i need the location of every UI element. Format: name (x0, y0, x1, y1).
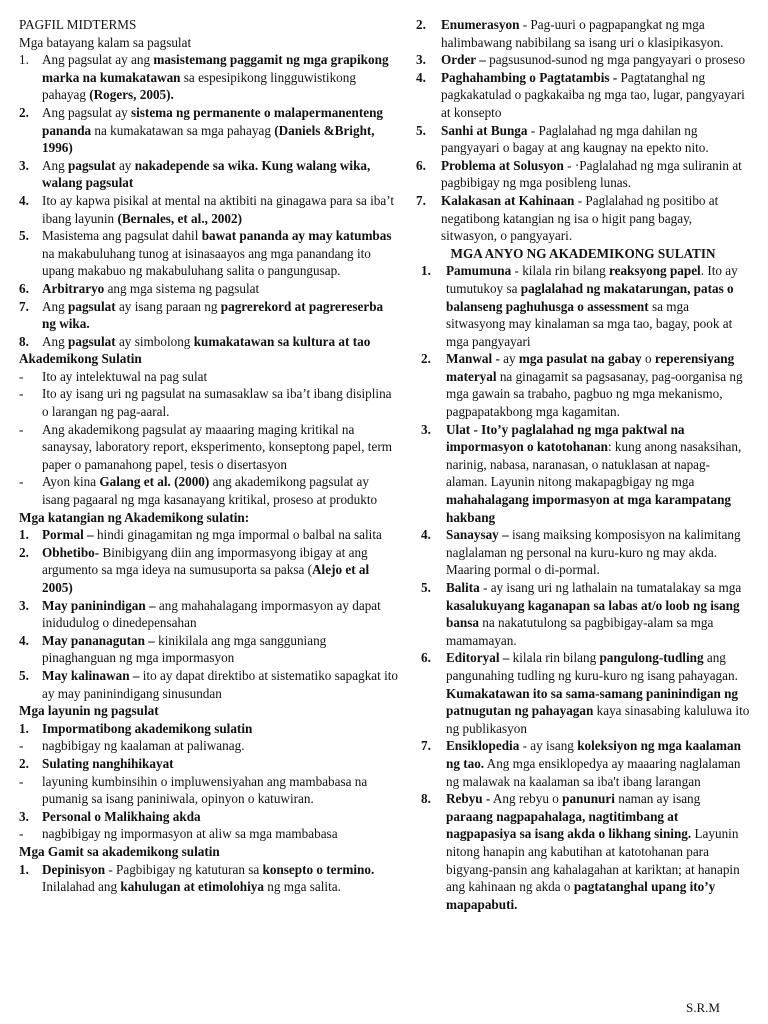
text-run: Mga katangian ng Akademikong sulatin: (19, 509, 250, 525)
item-text (42, 333, 399, 351)
text-run: konsepto o termino. (262, 861, 375, 877)
text-run: - Paglalahad ng mga dahilan ng pangyayari o bagay at ang kaugnay na epekto nito. (441, 122, 709, 156)
text-run: ito ay dapat direktibo at sistematiko sapagkat ito ay may paninindigang sinusundan (42, 667, 399, 701)
numbered-item (19, 280, 399, 298)
text-run: pagsulat (68, 298, 116, 314)
item-text (42, 104, 399, 157)
item-text (42, 526, 399, 544)
text-run: Obhetibo- (42, 544, 100, 560)
item-text (441, 16, 750, 51)
text-run: : kung anong nasaksihan, narinig, nabasa, naranasan, o natuklasan at napag-alaman. Layunin nitong makapagbigay ng mga (446, 439, 742, 490)
text-run: Akademikong Sulatin (19, 351, 142, 367)
item-text (42, 473, 399, 508)
item-number: 5. (416, 122, 426, 138)
text-run: Ang pagsulat ay ang (42, 52, 154, 68)
text-run: paglalahad ng makatarungan, patas o balanseng paghuhusga o assessment (446, 280, 734, 314)
text-run: mahahalagang impormasyon at mga karampatang hakbang (446, 492, 732, 525)
paragraph (19, 34, 399, 52)
text-run: nakadepende sa wika. Kung walang wika, walang pagsulat (42, 157, 371, 191)
text-run: ang mahahalagang impormasyon ay dapat inidudulog o dinedepensahan (42, 597, 381, 631)
item-text (42, 773, 399, 808)
item-text (42, 755, 399, 773)
text-run: Ang (42, 157, 69, 173)
text-run: mga pasulat na gabay (518, 351, 642, 367)
item-number: 2. (19, 755, 29, 771)
item-number: 3. (19, 157, 29, 173)
item-number: 2. (19, 544, 29, 560)
item-text (42, 632, 399, 667)
item-number: 7. (421, 738, 431, 754)
numbered-item (19, 808, 399, 826)
bullet-item (19, 473, 399, 508)
paragraph (19, 702, 399, 720)
item-text (446, 579, 750, 649)
text-run: kumakatawan sa kultura at tao (193, 333, 371, 349)
paragraph (19, 16, 399, 34)
text-run: koleksiyon ng mga kaalaman ng tao. (446, 738, 741, 771)
text-run: Sanaysay – (446, 527, 509, 543)
numbered-item (19, 667, 399, 702)
numbered-item (19, 720, 399, 738)
text-run: (Daniels &Bright, 1996) (42, 122, 375, 156)
text-run: o (641, 351, 655, 367)
numbered-item (19, 298, 399, 333)
text-run: kahulugan at etimolohiya (120, 879, 264, 895)
numbered-item (416, 790, 750, 913)
text-run: pagsulat (68, 157, 116, 173)
text-run: (Rogers, 2005). (89, 87, 174, 103)
paragraph (19, 350, 399, 368)
text-run: Ang (42, 333, 69, 349)
text-run: pagsusunod-sunod ng mga pangyayari o proseso (485, 52, 746, 68)
text-run: hindi ginagamitan ng mga impormal o balbal na salita (93, 527, 382, 543)
text-run: kilala rin bilang (509, 650, 600, 666)
text-run: bawat pananda ay may katumbas (201, 228, 392, 244)
bullet-dash: - (19, 773, 24, 789)
item-text (42, 368, 399, 386)
numbered-item (19, 51, 399, 104)
item-text (446, 421, 750, 527)
text-run: Binibigyang diin ang impormasyong ibigay at ang argumento sa mga ideya na sumusuporta sa paksa ( (42, 544, 368, 578)
text-run: Pagtatanghal ng pagkakatulad o pagkakaiba ng mga tao, lugar, pangyayari at konsepto (441, 69, 745, 120)
text-run: Sulating nanghihikayat (42, 755, 174, 771)
numbered-item (416, 526, 750, 579)
text-run: isang maiksing komposisyon na kalimitang naglalaman ng personal na kuru-kuro ng may akda. Maaring pormal o di-pormal. (446, 527, 741, 578)
text-run: - kilala rin bilang (511, 263, 609, 279)
item-text (42, 157, 399, 192)
item-text (42, 51, 399, 104)
bullet-item (19, 421, 399, 474)
text-run: Layunin nitong hanapin ang kabutihan at katotohanan para bigyang-pansin ang kahalagahan at kariktan; at hanapin ang kahinaan ng akda o (446, 826, 740, 895)
bullet-dash: - (19, 738, 24, 754)
item-number: 1. (19, 52, 29, 68)
item-number: 3. (421, 421, 431, 437)
item-text (446, 526, 750, 579)
text-run: Ang (42, 298, 69, 314)
item-text (42, 825, 399, 843)
text-run: pangulong-tudling (599, 650, 704, 666)
item-number: 5. (19, 228, 29, 244)
text-run: layuning kumbinsihin o impluwensiyahan ang mambabasa na pumanig sa isang paniniwala, opinyon o katuwiran. (42, 773, 368, 807)
item-text (42, 385, 399, 420)
bullet-dash: - (19, 421, 24, 437)
item-text (42, 861, 399, 896)
item-number: 4. (19, 632, 29, 648)
text-run: Ito ay kapwa pisikal at mental na aktibiti na ginagawa para sa iba’t ibang layunin (42, 192, 395, 226)
item-text (441, 157, 750, 192)
text-run: Kumakatawan ito sa sama-samang paninindigan ng patnugutan ng pahayagan (446, 685, 739, 719)
text-run: Ito ay intelektuwal na pag sulat (42, 368, 208, 384)
item-text (441, 51, 750, 69)
text-run: paraang nagpapahalaga, nagtitimbang at nagpapasiya sa isang akda o likhang sining. (446, 808, 692, 842)
item-text (42, 544, 399, 597)
text-run: Editoryal – (446, 650, 510, 666)
text-run: May pananagutan – (42, 632, 155, 648)
text-run: Personal o Malikhaing akda (42, 808, 201, 824)
numbered-item (19, 597, 399, 632)
numbered-item (19, 544, 399, 597)
item-number: 1. (19, 861, 29, 877)
item-number: 3. (19, 808, 29, 824)
bullet-dash: - (19, 386, 24, 402)
text-run: Ang rebyu o (490, 791, 563, 807)
text-run: Alejo et al 2005) (42, 562, 370, 595)
item-number: 5. (421, 580, 431, 595)
text-run: kaya sinasabing kaluluwa ito ng publikasyon (446, 703, 750, 736)
text-run: ay (115, 157, 135, 173)
item-text (42, 667, 399, 702)
text-run: kinikilala ang mga sangguniang pinaghanguan ng mga impormasyon (42, 632, 327, 666)
left-column (19, 16, 399, 896)
text-run: pagrerekord at pagrereserba ng wika. (42, 298, 384, 332)
text-run: Manwal - (446, 351, 500, 367)
text-run: Masistema ang pagsulat dahil (42, 228, 202, 244)
item-text (446, 790, 750, 913)
item-text (42, 737, 399, 755)
text-run: - ay isang uri ng lathalain na tumatalakay sa mga (479, 580, 742, 595)
item-text (446, 350, 750, 420)
item-number: 6. (19, 280, 29, 296)
text-run: Ang mga ensiklopedya ay maaaring naglalaman ng malawak na kaalaman sa iba't ibang larangan (446, 755, 741, 789)
item-text (441, 69, 750, 122)
item-text (42, 298, 399, 333)
text-run: Ito ay isang uri ng pagsulat na sumasaklaw sa iba’t ibang disiplina o larangan ng pag-aaral. (42, 386, 392, 420)
item-number: 4. (416, 69, 426, 85)
item-text (441, 122, 750, 157)
numbered-item (416, 69, 750, 122)
paragraph (19, 843, 399, 861)
text-run: Pormal – (42, 527, 94, 543)
item-number: 1. (421, 263, 431, 279)
numbered-item (416, 16, 750, 51)
numbered-item (19, 104, 399, 157)
item-number: 2. (19, 104, 29, 120)
text-run: Ayon kina (42, 474, 100, 490)
text-run: pagtatanghal upang ito’y mapapabuti. (446, 879, 716, 912)
numbered-item (19, 227, 399, 280)
bullet-dash: - (19, 474, 24, 490)
text-run: Ang pagsulat ay (42, 104, 131, 120)
item-text (42, 227, 399, 280)
numbered-item (416, 649, 750, 737)
section-heading (416, 245, 750, 263)
text-run: Pamumuna (446, 263, 512, 279)
item-text (42, 597, 399, 632)
text-run: Arbitraryo (42, 280, 105, 296)
text-run: Balita (446, 580, 480, 595)
item-text (446, 737, 750, 790)
text-run: Impormatibong akademikong sulatin (42, 720, 253, 736)
text-run: May paninindigan – (42, 597, 156, 613)
numbered-item (19, 755, 399, 773)
text-run: PAGFIL MIDTERMS (19, 17, 137, 32)
text-run: Mga layunin ng pagsulat (19, 703, 159, 719)
text-run: - Pag-uuri o pagpapangkat ng mga halimbawang nabibilang sa isang uri o klasipikasyon. (441, 17, 724, 50)
numbered-item (416, 122, 750, 157)
text-run: ang pangunahing tudling ng kuru-kuro ng isang pahayagan. (446, 650, 738, 683)
text-run: naman ay isang (614, 791, 701, 807)
numbered-item (416, 192, 750, 245)
text-run: na kumakatawan sa mga pahayag (91, 122, 275, 138)
bullet-item (19, 368, 399, 386)
bullet-item (19, 773, 399, 808)
text-run: sa espesipikong lingguwistikong pahayag (42, 69, 356, 103)
item-text (446, 262, 750, 350)
text-run: ay simbolong (115, 333, 194, 349)
text-run: Ensiklopedia (446, 738, 520, 754)
item-number: 2. (416, 17, 426, 32)
numbered-item (19, 192, 399, 227)
numbered-item (416, 262, 750, 350)
item-number: 5. (19, 667, 29, 683)
text-run: sistema ng permanente o malapermanenteng pananda (42, 104, 383, 138)
bullet-item (19, 737, 399, 755)
bullet-item (19, 825, 399, 843)
numbered-item (19, 632, 399, 667)
text-run: - Paglalahad ng positibo at negatibong katangian ng isa o higit pang bagay, sitwasyon, o pangyayari. (441, 192, 719, 244)
text-run: Mga batayang kalam sa pagsulat (19, 34, 192, 50)
item-number: 6. (416, 157, 426, 173)
text-run: ay isang paraan ng (115, 298, 221, 314)
signature: S.R.M (686, 1000, 720, 1015)
text-run: reperensiyang materyal (446, 351, 735, 384)
item-text (42, 280, 399, 298)
item-number: 3. (19, 597, 29, 613)
text-run: ng mga salita. (264, 879, 341, 895)
numbered-item (416, 737, 750, 790)
text-run: Problema at Solusyon (441, 157, 564, 173)
text-run: - ay isang (519, 738, 578, 754)
text-run: na nakatutulong sa pagbibigay-alam sa mga mamamayan. (446, 615, 714, 648)
text-run: reaksyong papel (609, 263, 701, 279)
item-number: 2. (421, 351, 431, 367)
text-run: MGA ANYO NG AKADEMIKONG SULATIN (450, 245, 716, 261)
text-run: Depinisyon (42, 861, 106, 877)
numbered-item (19, 526, 399, 544)
text-run: na ginagamit sa pagsasanay, pag-oorganisa ng mga gawain sa trabaho, pagbuo ng mga mekanismo, pagpapatakbong mga kagamitan. (446, 368, 743, 420)
item-text (42, 192, 399, 227)
text-run: Enumerasyon (441, 17, 520, 32)
item-number: 8. (421, 791, 431, 807)
paragraph (19, 509, 399, 527)
text-run: Paghahambing o Pagtatambis - (441, 69, 618, 85)
numbered-item (416, 350, 750, 420)
bullet-dash: - (19, 826, 24, 842)
item-text (446, 649, 750, 737)
numbered-item (416, 157, 750, 192)
text-run: ay (499, 351, 519, 367)
item-text (42, 720, 399, 738)
item-number: 3. (416, 52, 426, 68)
text-run: Galang et al. (2000) (99, 474, 210, 490)
text-run: ang akademikong pagsulat ay isang pagaaral ng mga kasanayang kritikal, proseso at produkto (42, 474, 378, 508)
text-run: pagsulat (68, 333, 116, 349)
text-run: kasalukuyang kaganapan sa labas at/o loob ng isang bansa (446, 597, 740, 631)
text-run: Ang akademikong pagsulat ay maaaring maging kritikal na sanaysay, laboratory report, eksperimento, konseptong papel, term paper o pamanahong papel, tesis o disertasyon (42, 421, 392, 472)
bullet-dash: - (19, 368, 24, 384)
item-text (42, 808, 399, 826)
numbered-item (416, 579, 750, 649)
item-text (42, 421, 399, 474)
text-run: nagbibigay ng kaalaman at paliwanag. (42, 738, 245, 754)
item-number: 1. (19, 527, 29, 543)
text-run: na makabuluhang tunog at isinasaayos ang mga panandang ito upang makabuo ng makabuluhang salita o pangungusap. (42, 245, 371, 279)
numbered-item (19, 157, 399, 192)
text-run: Order – (441, 52, 486, 68)
item-number: 8. (19, 333, 29, 349)
text-run: Mga Gamit sa akademikong sulatin (19, 843, 220, 859)
item-number: 6. (421, 650, 431, 666)
numbered-item (416, 421, 750, 527)
numbered-item (19, 861, 399, 896)
text-run: ang mga sistema ng pagsulat (104, 280, 260, 296)
text-run: panunuri (562, 791, 615, 807)
item-number: 1. (19, 720, 29, 736)
item-text (441, 192, 750, 245)
text-run: (Bernales, et al., 2002) (117, 210, 242, 226)
bullet-item (19, 385, 399, 420)
text-run: . Ito ay tumutukoy sa (446, 263, 738, 296)
text-run: - Pagbibigay ng katuturan sa (105, 861, 263, 877)
text-run: nagbibigay ng impormasyon at aliw sa mga mambabasa (42, 826, 338, 842)
text-run: Sanhi at Bunga (441, 122, 528, 138)
text-run: masistemang paggamit ng mga grapikong marka na kumakatawan (42, 52, 389, 85)
item-number: 4. (421, 527, 431, 543)
text-run: sa mga sitwasyong may kinalaman sa mga tao, bagay, pook at mga pangyayari (446, 298, 733, 349)
numbered-item (416, 51, 750, 69)
text-run: Inilalahad ang (42, 879, 121, 895)
text-run: Rebyu - (446, 791, 491, 807)
text-run: - ·Paglalahad ng mga suliranin at pagbibigay ng mga posibleng lunas. (441, 157, 742, 191)
text-run: May kalinawan – (42, 667, 140, 683)
item-number: 4. (19, 192, 29, 208)
item-number: 7. (416, 192, 426, 208)
text-run: Kalakasan at Kahinaan (441, 192, 575, 208)
text-run: Ulat - Ito’y paglalahad ng mga paktwal na impormasyon o katotohanan (446, 421, 685, 455)
item-number: 7. (19, 298, 29, 314)
right-column (416, 16, 750, 913)
numbered-item (19, 333, 399, 351)
